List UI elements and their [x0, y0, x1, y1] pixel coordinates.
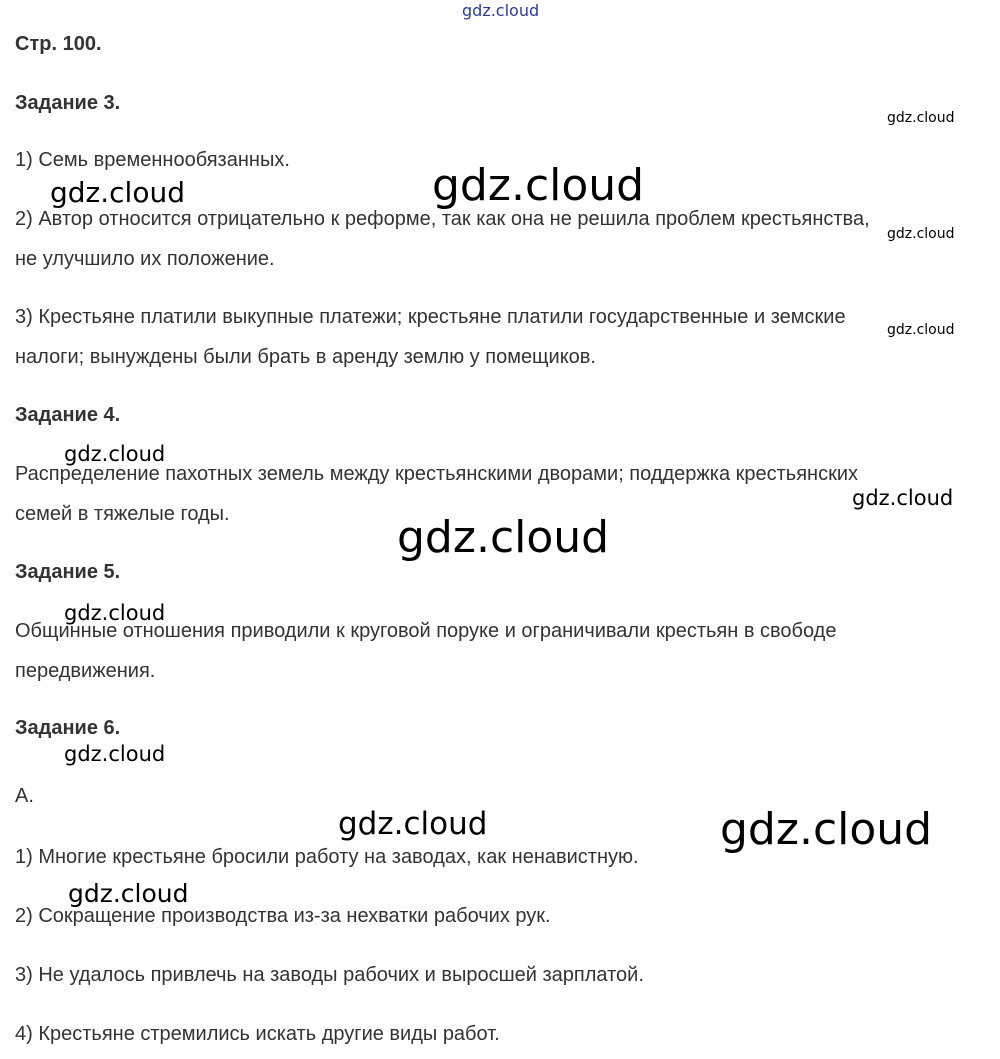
task-5-heading: Задание 5.: [15, 561, 121, 583]
watermark: gdz.cloud: [720, 804, 933, 855]
watermark: gdz.cloud: [68, 879, 189, 908]
task-6-answer-4: 4) Крестьяне стремились искать другие виды работ.: [15, 1023, 500, 1045]
task-5-answer: Общинные отношения приводили к круговой поруке и ограничивали крестьян в свободе: [15, 620, 837, 642]
watermark: gdz.cloud: [852, 486, 954, 510]
task-6-answer-2: 2) Сокращение производства из-за нехватки рабочих рук.: [15, 905, 551, 927]
watermark: gdz.cloud: [887, 226, 955, 242]
watermark: gdz.cloud: [462, 1, 540, 20]
task-3-answer-1: 1) Семь временнообязанных.: [15, 149, 290, 171]
task-6-answer-3: 3) Не удалось привлечь на заводы рабочих и выросшей зарплатой.: [15, 964, 644, 986]
task-4-answer: Распределение пахотных земель между крестьянскими дворами; поддержка крестьянских: [15, 463, 859, 485]
watermark: gdz.cloud: [887, 322, 955, 338]
task-3-answer-2-cont: не улучшило их положение.: [15, 248, 275, 270]
watermark: gdz.cloud: [397, 512, 610, 563]
watermark: gdz.cloud: [64, 601, 166, 625]
task-5-answer-cont: передвижения.: [15, 660, 156, 682]
watermark: gdz.cloud: [64, 442, 166, 466]
task-3-answer-2: 2) Автор относится отрицательно к реформе, так как она не решила проблем крестьянства,: [15, 208, 870, 230]
watermark: gdz.cloud: [432, 160, 645, 211]
task-6-part-label: А.: [15, 785, 34, 807]
watermark: gdz.cloud: [887, 110, 955, 126]
page-label: Стр. 100.: [15, 33, 102, 55]
task-6-heading: Задание 6.: [15, 717, 121, 739]
watermark: gdz.cloud: [338, 806, 488, 842]
task-3-heading: Задание 3.: [15, 92, 121, 114]
task-6-answer-1: 1) Многие крестьяне бросили работу на заводах, как ненавистную.: [15, 846, 639, 868]
watermark: gdz.cloud: [64, 742, 166, 766]
task-4-heading: Задание 4.: [15, 404, 121, 426]
task-3-answer-3: 3) Крестьяне платили выкупные платежи; крестьяне платили государственные и земские: [15, 306, 846, 328]
watermark: gdz.cloud: [50, 176, 185, 209]
task-4-answer-cont: семей в тяжелые годы.: [15, 503, 230, 525]
task-3-answer-3-cont: налоги; вынуждены были брать в аренду землю у помещиков.: [15, 346, 596, 368]
